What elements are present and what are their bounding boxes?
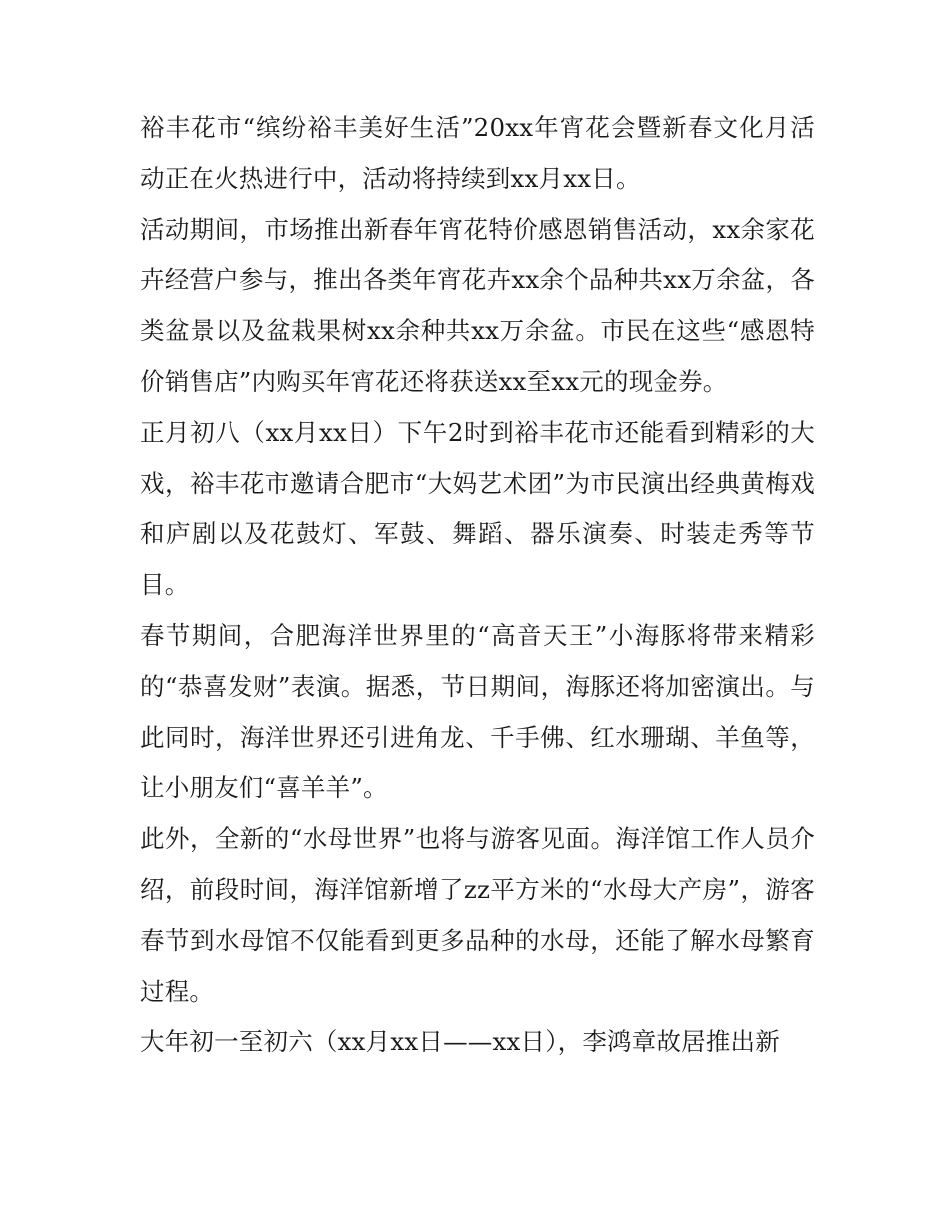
- paragraph-opera-performance: 正月初八（xx月xx日）下午2时到裕丰花市还能看到精彩的大戏，裕丰花市邀请合肥市“大妈艺术团”为市民演出经典黄梅戏和庐剧以及花鼓灯、军鼓、舞蹈、器乐演奏、时装走秀等节目。: [140, 417, 815, 600]
- paragraph-jellyfish-world: 此外，全新的“水母世界”也将与游客见面。海洋馆工作人员介绍，前段时间，海洋馆新增了zz平方米的“水母大产房”，游客春节到水母馆不仅能看到更多品种的水母，还能了解水母繁育过程。: [140, 824, 815, 1006]
- paragraph-discount-sales: 活动期间，市场推出新春年宵花特价感恩销售活动，xx余家花卉经营户参与，推出各类年宵花卉xx余个品种共xx万余盆，各类盆景以及盆栽果树xx余种共xx万余盆。市民在这些“感恩特价销售店”内购买年宵花还将获送xx至xx元的现金券。: [140, 214, 815, 396]
- paragraph-dolphin-show: 春节期间，合肥海洋世界里的“高音天王”小海豚将带来精彩的“恭喜发财”表演。据悉，节日期间，海豚还将加密演出。与此同时，海洋世界还引进角龙、千手佛、红水珊瑚、羊鱼等，让小朋友们“喜羊羊”。: [140, 620, 815, 803]
- paragraph-li-hongzhang-residence: 大年初一至初六（xx月xx日——xx日），李鸿章故居推出新: [140, 1027, 780, 1057]
- paragraph-yufeng-flower-market: 裕丰花市“缤纷裕丰美好生活”20xx年宵花会暨新春文化月活动正在火热进行中，活动将持续到xx月xx日。: [140, 113, 815, 193]
- document-body: [140, 103, 815, 1068]
